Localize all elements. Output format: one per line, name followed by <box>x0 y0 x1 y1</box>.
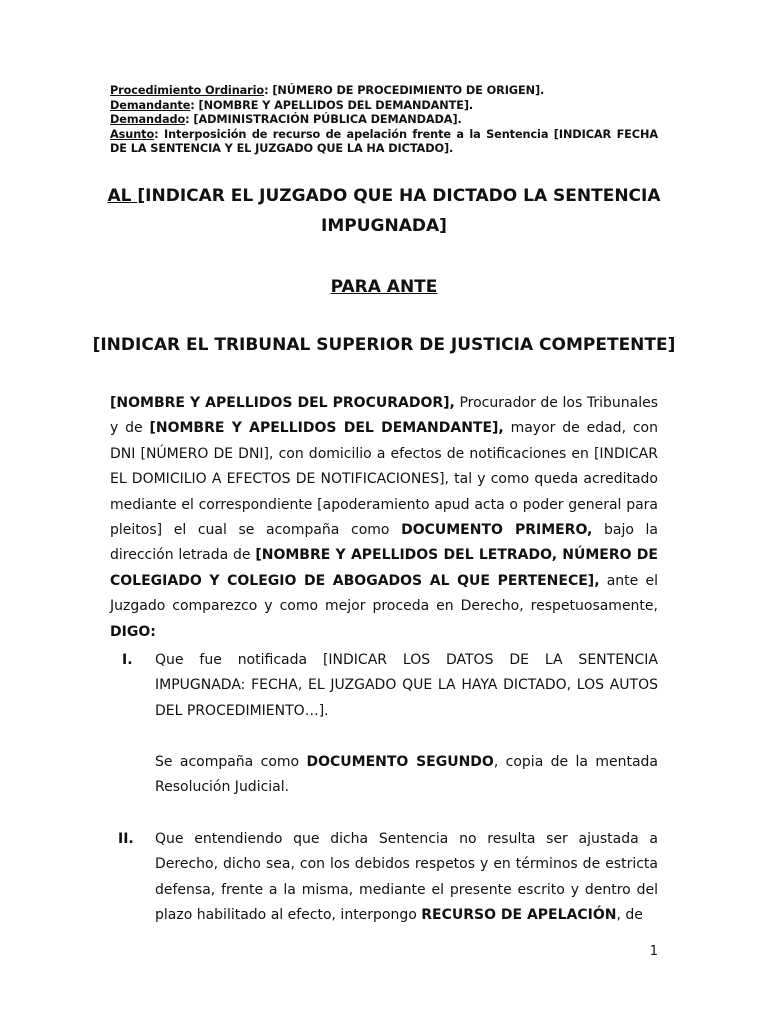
addressee-al: AL <box>107 186 138 206</box>
document-first: DOCUMENTO PRIMERO, <box>401 522 593 539</box>
subject-label: Asunto <box>110 127 155 141</box>
item-number: I. <box>122 652 133 668</box>
intro-text-3: bajo la dirección letrada de <box>110 522 659 564</box>
procedure-value: : [NÚMERO DE PROCEDIMIENTO DE ORIGEN]. <box>264 84 545 97</box>
tribunal-heading: [INDICAR EL TRIBUNAL SUPERIOR DE JUSTICIA COMPETENTE] <box>92 335 676 355</box>
intro-text-2: mayor de edad, con DNI [NÚMERO DE DNI], con domicilio a efectos de notificaciones en [INDICAR EL DOMICILIO A EFECTOS DE NOTIFICACIONES], tal y como queda acreditado mediante el correspondiente [apoderamiento apud acta o poder general para pleitos] el cual se acompaña como <box>110 420 658 539</box>
intro-paragraph <box>110 391 658 645</box>
procedure-line <box>110 84 658 99</box>
para-ante-text: PARA ANTE <box>330 277 438 297</box>
plaintiff-name: [NOMBRE Y APELLIDOS DEL DEMANDANTE], <box>149 420 504 437</box>
plaintiff-value: : [NOMBRE Y APELLIDOS DEL DEMANDANTE]. <box>190 98 474 112</box>
intro-text-4: ante el Juzgado comparezco y como mejor proceda en Derecho, respetuosamente, <box>110 572 658 615</box>
procurador-name: [NOMBRE Y APELLIDOS DEL PROCURADOR], <box>110 395 455 411</box>
defendant-value: : [ADMINISTRACIÓN PÚBLICA DEMANDADA]. <box>185 113 462 126</box>
item-number: II. <box>118 831 134 847</box>
addressee-court-name: [INDICAR EL JUZGADO QUE HA DICTADO LA SENTENCIA IMPUGNADA] <box>137 186 661 236</box>
item-text <box>155 827 658 929</box>
sub-text-1: Se acompaña como <box>155 753 307 770</box>
addressee-court <box>80 181 688 241</box>
item-subparagraph <box>155 750 658 801</box>
item-text-tail: , de <box>616 907 643 924</box>
subject-value: : Interposición de recurso de apelación frente a la Sentencia [INDICAR FECHA DE LA SENTENCIA Y EL JUZGADO QUE LA HA DICTADO]. <box>110 127 658 155</box>
item-paragraph: Que fue notificada [INDICAR LOS DATOS DE LA SENTENCIA IMPUGNADA: FECHA, EL JUZGADO QUE LA HAYA DICTADO, LOS AUTOS DEL PROCEDIMIENTO…]. <box>155 652 658 719</box>
lawyer-details: [NOMBRE Y APELLIDOS DEL LETRADO, NÚMERO DE COLEGIADO Y COLEGIO DE ABOGADOS AL QUE PERTENECE], <box>110 547 658 589</box>
defendant-line <box>110 113 658 128</box>
defendant-label: Demandado <box>110 113 186 126</box>
subject-line <box>110 128 658 157</box>
intro-text-1: Procurador de los Tribunales y de <box>110 395 658 437</box>
procedure-label: Procedimiento Ordinario <box>110 84 265 97</box>
plaintiff-label: Demandante <box>110 98 191 112</box>
digo-label: DIGO: <box>110 623 156 640</box>
item-paragraph <box>155 827 658 929</box>
para-ante-heading <box>80 272 688 302</box>
item-text-main: Que entendiendo que dicha Sentencia no resulta ser ajustada a Derecho, dicho sea, con los debidos respetos y en términos de estricta defensa, frente a la misma, mediante el presente escrito y dentro del plazo habilitado al efecto, interpongo <box>155 831 658 924</box>
document-second: DOCUMENTO SEGUNDO <box>306 753 494 770</box>
appeal-label: RECURSO DE APELACIÓN <box>421 907 617 924</box>
item-text <box>155 648 658 800</box>
page-number: 1 <box>649 944 658 959</box>
sub-text-2: , copia de la mentada Resolución Judicial. <box>155 753 659 796</box>
case-header <box>110 84 658 157</box>
plaintiff-line <box>110 99 658 114</box>
